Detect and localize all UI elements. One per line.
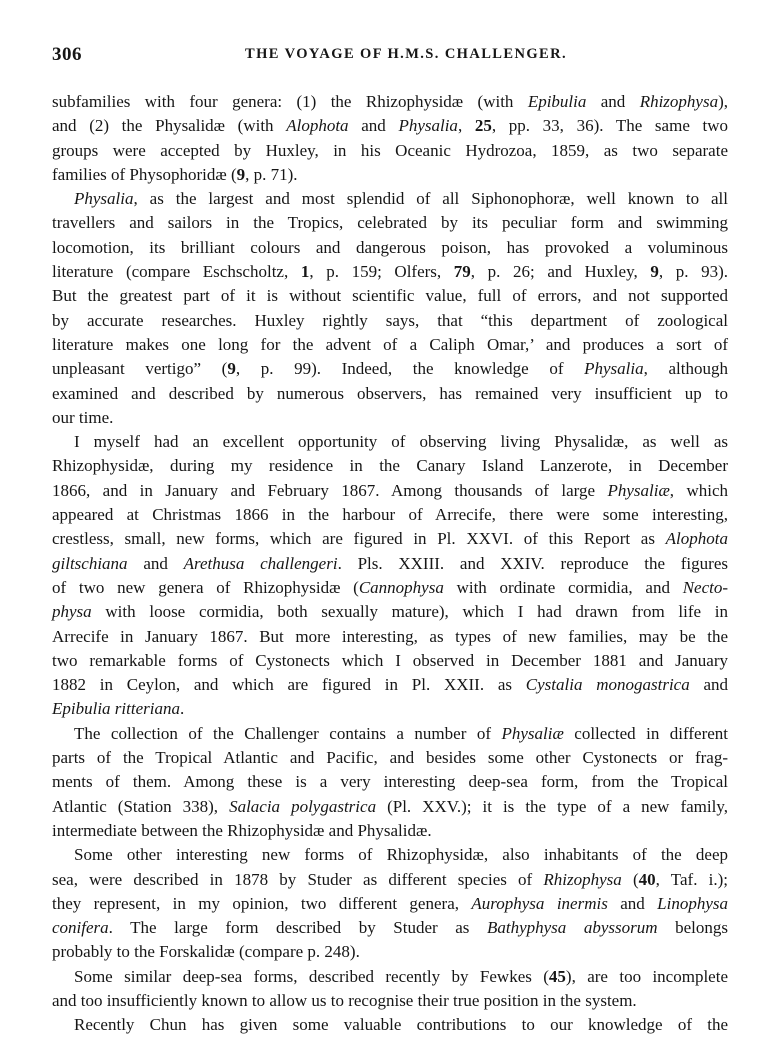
text-line: sea, were described in 1878 by Studer as different species of Rhizophysa (40, Taf. i.); — [52, 869, 728, 889]
text-line: by accurate researches. Huxley rightly says, that “this department of zoological — [52, 310, 728, 330]
text-line: Recently Chun has given some valuable contributions to our knowledge of the — [74, 1015, 728, 1035]
text-line: our time. — [52, 407, 114, 427]
text-line: 1866, and in January and February 1867. Among thousands of large Physaliæ, which — [52, 480, 729, 500]
text-line: parts of the Tropical Atlantic and Pacific, and besides some other Cystonects or frag- — [52, 748, 728, 768]
text-line: and too insufficiently known to allow us to recognise their true position in the system. — [52, 990, 637, 1010]
text-line: families of Physophoridæ (9, p. 71). — [52, 164, 298, 184]
text-line: and (2) the Physalidæ (with Alophota and Physalia, 25, pp. 33, 36). The same two — [52, 116, 729, 136]
page-header — [52, 44, 728, 68]
text-line: giltschiana and Arethusa challengeri. Pls. XXIII. and XXIV. reproduce the figures — [52, 553, 728, 573]
text-line: subfamilies with four genera: (1) the Rhizophysidæ (with Epibulia and Rhizophysa), — [52, 92, 729, 111]
text-line: Atlantic (Station 338), Salacia polygastrica (Pl. XXV.); it is the type of a new family, — [52, 796, 728, 816]
running-title: THE VOYAGE OF H.M.S. CHALLENGER. — [245, 46, 567, 62]
text-line: conifera. The large form described by Studer as Bathyphysa abyssorum belongs — [52, 918, 728, 938]
text-line: locomotion, its brilliant colours and dangerous poison, has provoked a voluminous — [52, 237, 728, 257]
text-line: literature (compare Eschscholtz, 1, p. 159; Olfers, 79, p. 26; and Huxley, 9, p. 93). — [52, 262, 728, 282]
page-number: 306 — [52, 44, 82, 65]
text-line: appeared at Christmas 1866 in the harbour of Arrecife, there were some interesting, — [52, 505, 728, 525]
text-line: groups were accepted by Huxley, in his Oceanic Hydrozoa, 1859, as two separate — [52, 140, 728, 160]
text-line: Physalia, as the largest and most splendid of all Siphonophoræ, well known to all — [74, 189, 728, 209]
text-line: examined and described by numerous observers, has remained very insufficient up to — [52, 383, 728, 403]
text-line: But the greatest part of it is without scientific value, full of errors, and not supported — [52, 286, 728, 306]
text-line: physa with loose cormidia, both sexually mature), which I had drawn from life in — [52, 602, 728, 622]
text-line: Some similar deep-sea forms, described recently by Fewkes (45), are too incomplete — [74, 966, 728, 986]
text-line: two remarkable forms of Cystonects which I observed in December 1881 and January — [52, 650, 728, 670]
text-line: probably to the Forskalidæ (compare p. 248). — [52, 942, 360, 962]
text-line: crestless, small, new forms, which are figured in Pl. XXVI. of this Report as Alophota — [52, 529, 728, 549]
text-line: I myself had an excellent opportunity of observing living Physalidæ, as well as — [74, 432, 728, 452]
text-line: ments of them. Among these is a very interesting deep-sea form, from the Tropical — [52, 772, 728, 792]
text-line: Arrecife in January 1867. But more interesting, as types of new families, may be the — [52, 626, 728, 646]
text-line: of two new genera of Rhizophysidæ (Cannophysa with ordinate cormidia, and Necto- — [52, 577, 729, 597]
text-line: unpleasant vertigo” (9, p. 99). Indeed, the knowledge of Physalia, although — [52, 359, 728, 379]
body-text — [52, 90, 728, 1038]
text-line: Rhizophysidæ, during my residence in the Canary Island Lanzerote, in December — [52, 456, 728, 476]
text-line: intermediate between the Rhizophysidæ and Physalidæ. — [52, 820, 432, 840]
text-line: travellers and sailors in the Tropics, celebrated by its peculiar form and swimming — [52, 213, 728, 233]
text-line: 1882 in Ceylon, and which are figured in Pl. XXII. as Cystalia monogastrica and — [52, 675, 729, 695]
text-line: Epibulia ritteriana. — [52, 699, 185, 719]
text-line: The collection of the Challenger contains a number of Physaliæ collected in different — [74, 723, 728, 743]
text-line: they represent, in my opinion, two different genera, Aurophysa inermis and Linophysa — [52, 893, 729, 913]
text-line: Some other interesting new forms of Rhizophysidæ, also inhabitants of the deep — [74, 845, 728, 865]
text-line: literature makes one long for the advent of a Caliph Omar,’ and produces a sort of — [52, 334, 728, 354]
